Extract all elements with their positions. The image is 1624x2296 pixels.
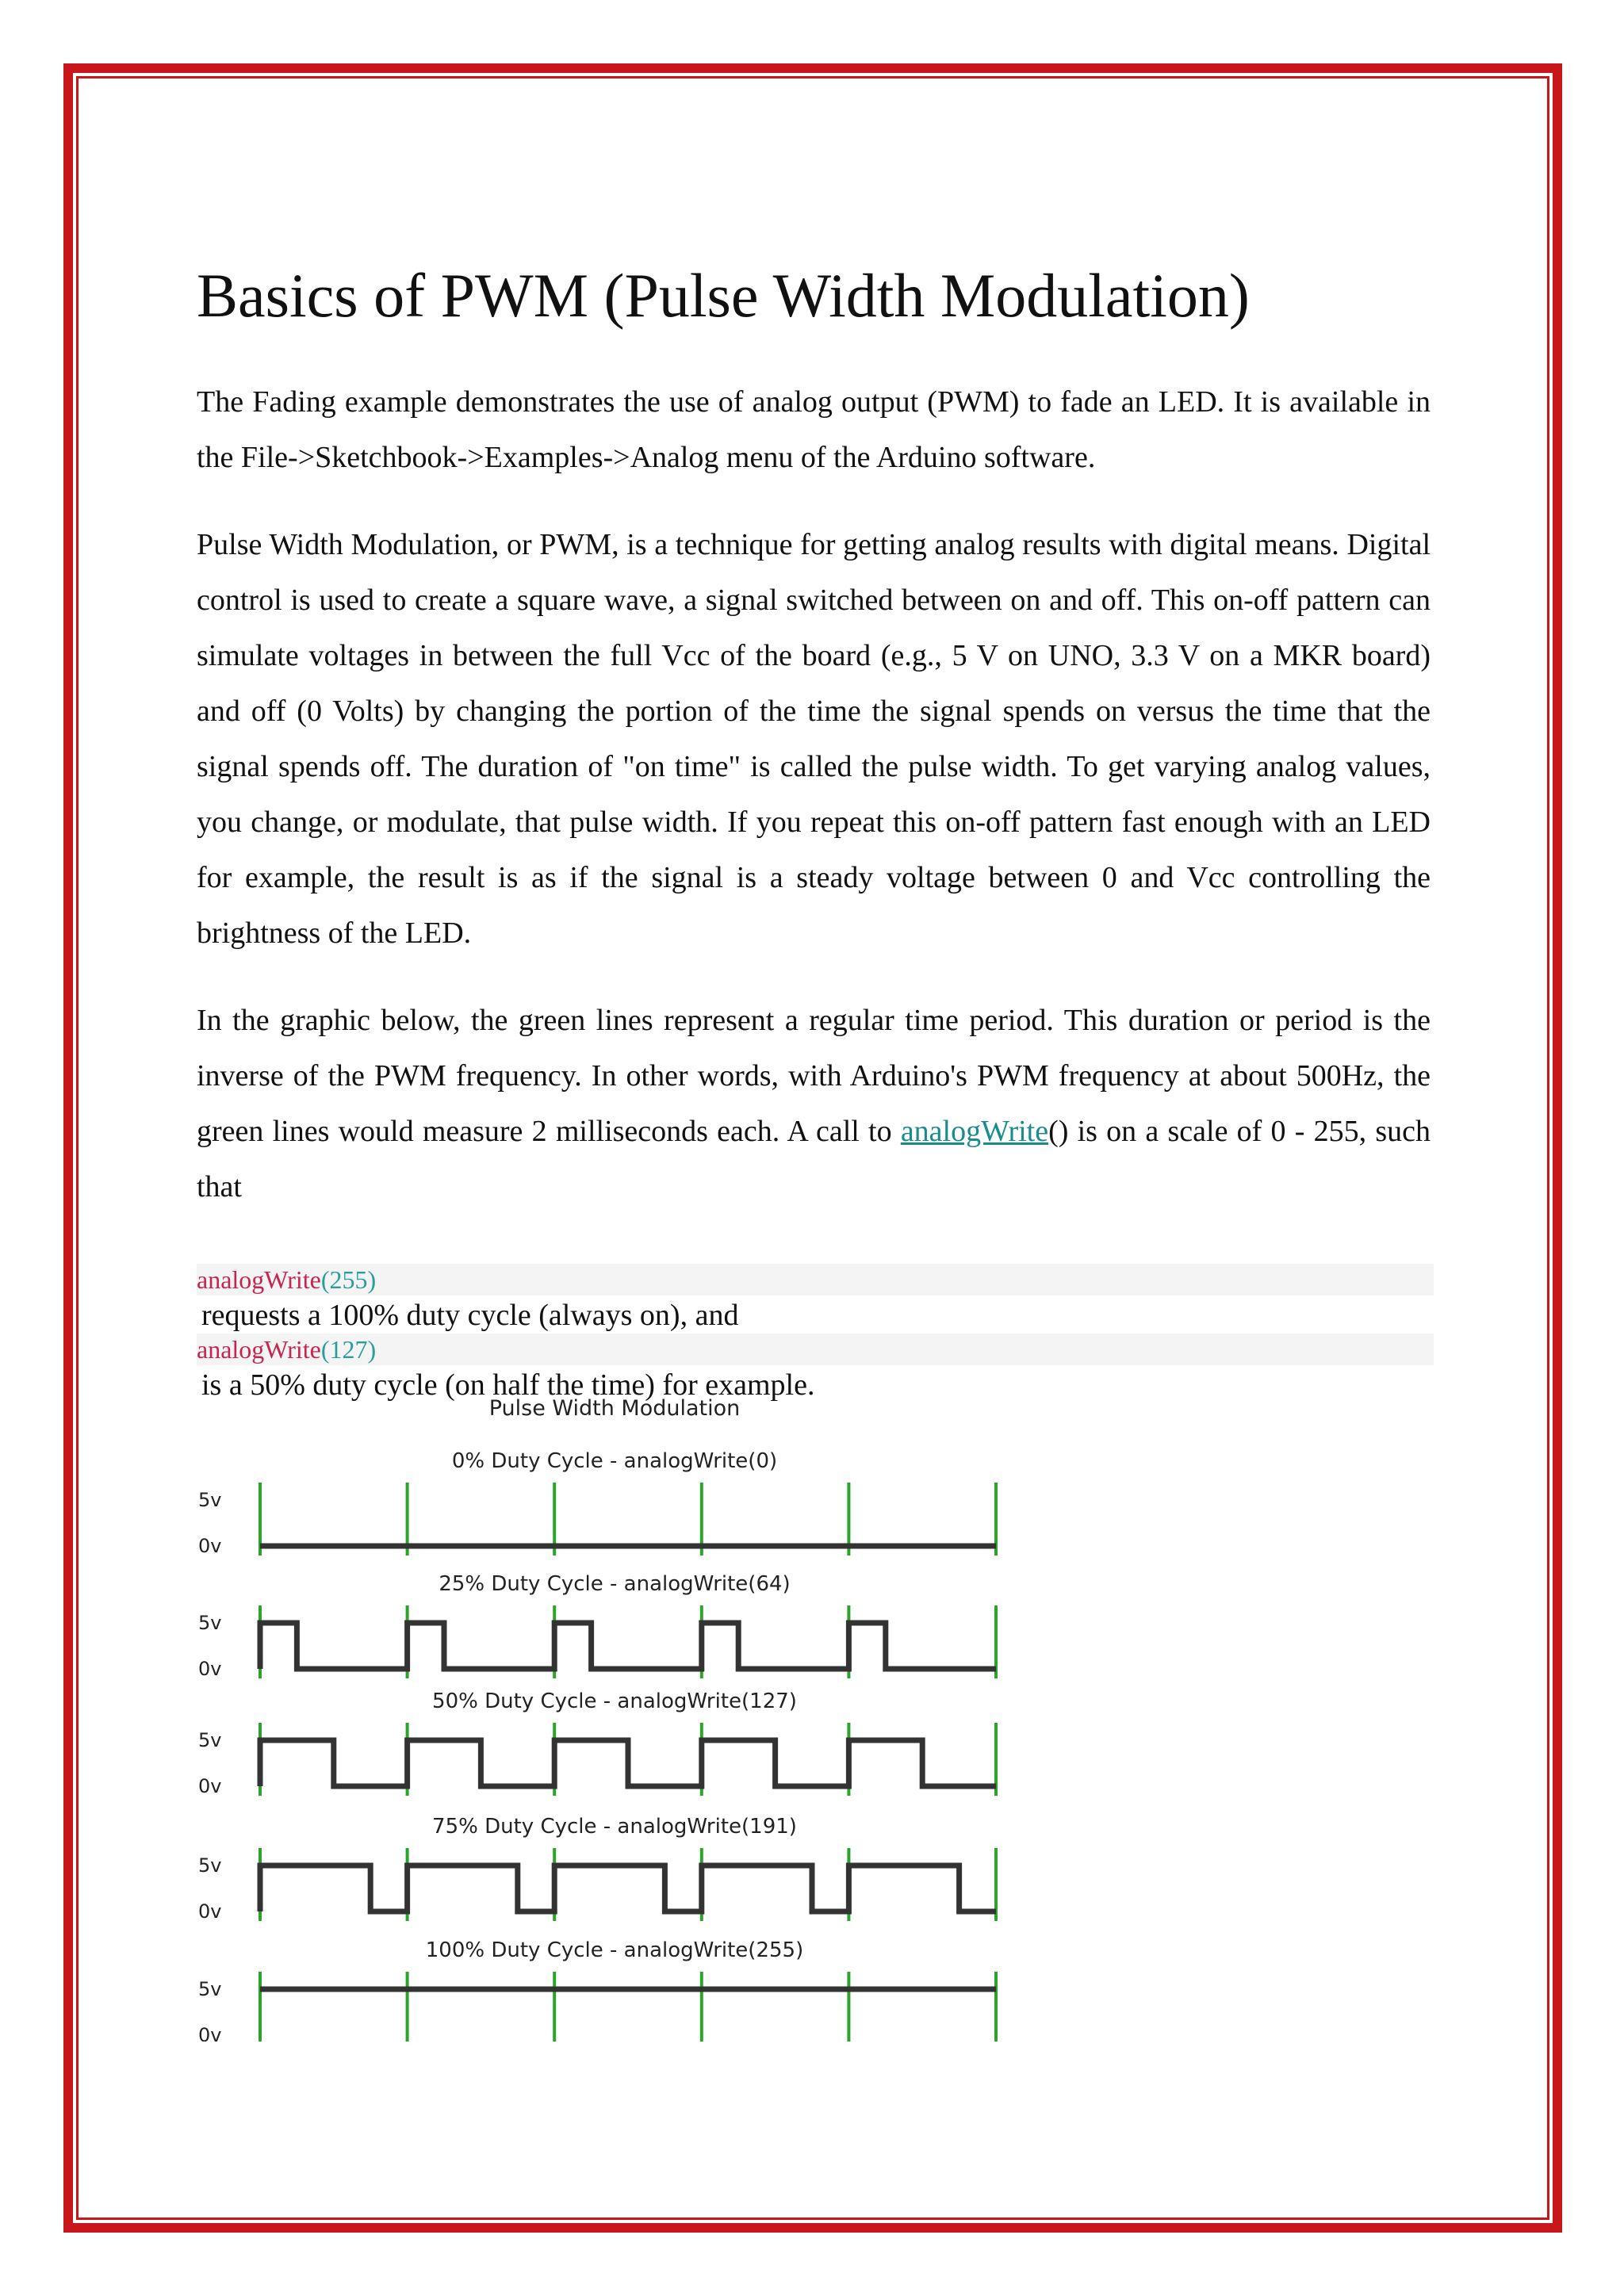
pwm-waveform [260,1866,996,1911]
duty-cycle-label: 75% Duty Cycle - analogWrite(191) [432,1815,797,1839]
y-label-0v: 0v [198,1900,222,1923]
code-close-paren: ) [367,1265,377,1294]
y-label-0v: 0v [198,1535,222,1557]
y-label-0v: 0v [198,2024,222,2042]
paragraph-pwm: Pulse Width Modulation, or PWM, is a technique for getting analog results with digital means. Digital control is used to create a square wave, a signal switched between on and off. This on-off pattern can simulate voltages in between the full Vcc of the board (e.g., 5 V on UNO, 3.3 V on a MKR board) and off (0 Volts) by changing the portion of the time the signal spends on versus the time that the signal spends off. The duration of "on time" is called the pulse width. To get varying analog values, you change, or modulate, that pulse width. If you repeat this on-off pattern fast enough with an LED for example, the result is as if the signal is a steady voltage between 0 and Vcc controlling the brightness of the LED. [197,527,1431,950]
page-title: Basics of PWM (Pulse Width Modulation) [197,261,1250,330]
chart-title: Pulse Width Modulation [488,1396,741,1421]
code-argument: 255 [329,1265,368,1294]
y-label-5v: 5v [198,1729,222,1751]
y-label-5v: 5v [198,1612,222,1634]
y-label-5v: 5v [198,1978,222,2000]
note-127: is a 50% duty cycle (on half the time) for example. [201,1368,815,1402]
duty-cycle-label: 0% Duty Cycle - analogWrite(0) [451,1449,778,1473]
paragraph-graphic-text-end: () is on a scale of 0 - 255, such that [197,1114,1431,1203]
duty-cycle-label: 25% Duty Cycle - analogWrite(64) [439,1572,791,1596]
code-line-127 [197,1334,1434,1365]
code-function: analogWrite [197,1335,321,1364]
note-255: requests a 100% duty cycle (always on), and [201,1299,739,1332]
pwm-diagram [190,1391,1015,2042]
duty-cycle-label: 100% Duty Cycle - analogWrite(255) [425,1938,804,1962]
analogwrite-link[interactable]: analogWrite [900,1114,1049,1148]
code-open-paren: ( [320,1335,330,1364]
y-label-5v: 5v [198,1489,222,1511]
code-argument: 127 [329,1335,368,1364]
duty-cycle-label: 50% Duty Cycle - analogWrite(127) [432,1689,797,1713]
y-label-5v: 5v [198,1854,222,1877]
y-label-0v: 0v [198,1658,222,1680]
pwm-waveform [260,1740,996,1786]
code-function: analogWrite [197,1265,321,1294]
paragraph-graphic [197,993,1431,1215]
code-line-255 [197,1264,1434,1295]
code-open-paren: ( [320,1265,330,1294]
article [197,262,1431,1246]
y-label-0v: 0v [198,1775,222,1797]
pwm-waveform [260,1623,996,1669]
code-close-paren: ) [367,1335,377,1364]
paragraph-graphic-text-start: In the graphic below, the green lines represent a regular time period. This duration or period is the inverse of the PWM frequency. In other words, with Arduino's PWM frequency at about 500Hz, the green lines would measure 2 milliseconds each. A call to [197,1003,1431,1148]
paragraph-intro: The Fading example demonstrates the use of analog output (PWM) to fade an LED. It is available in the File->Sketchbook->Examples->Analog menu of the Arduino software. [197,385,1431,474]
